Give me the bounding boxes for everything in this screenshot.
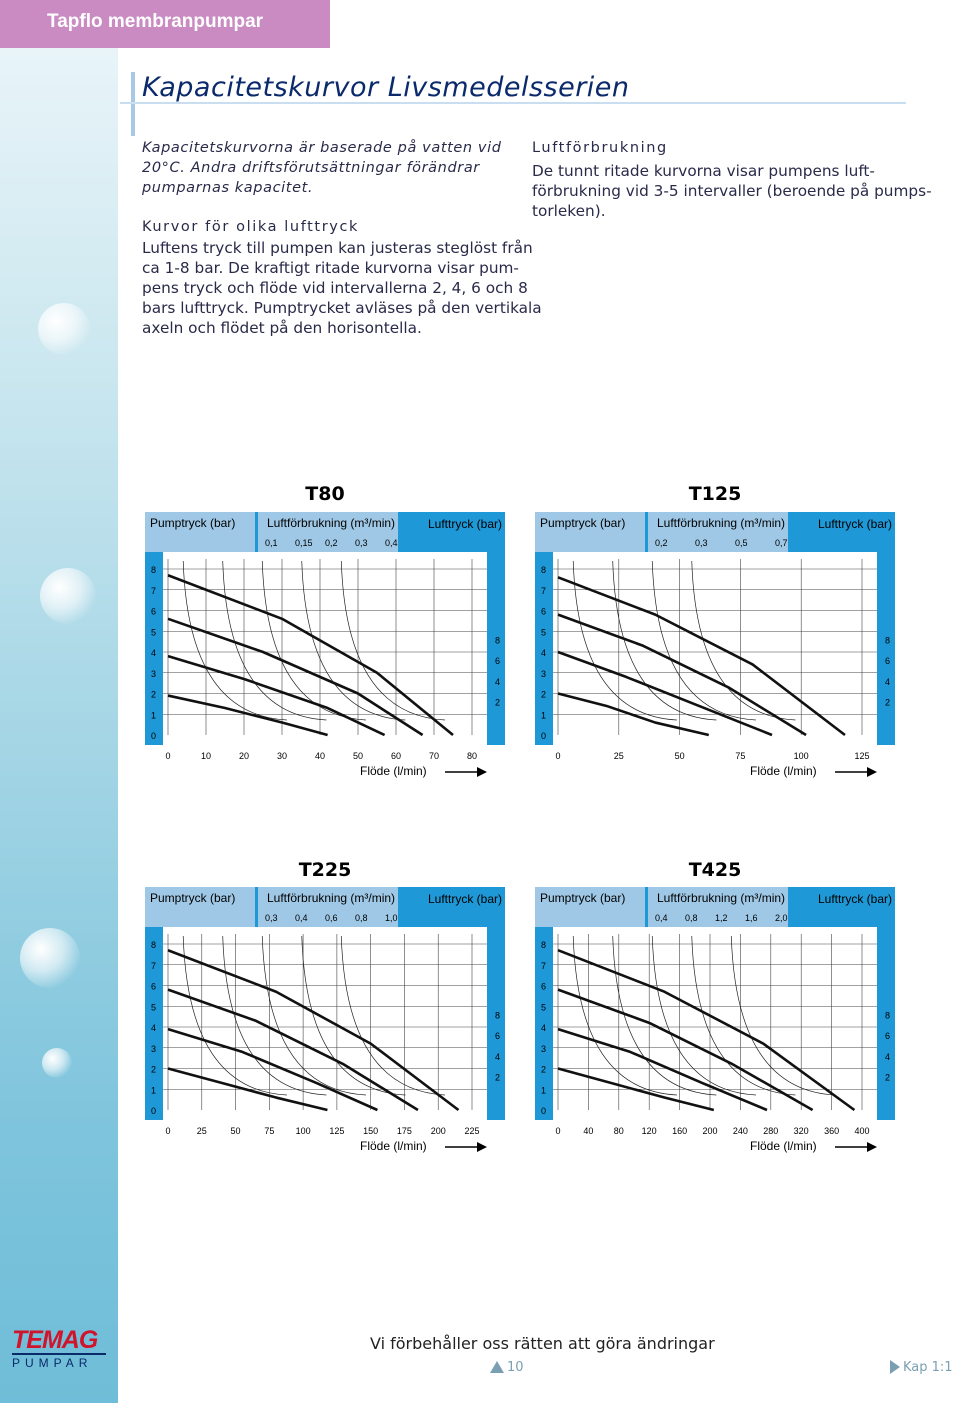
pump-pressure-label: Pumptryck (bar)	[150, 891, 236, 905]
air-pressure-tick: 8	[885, 635, 891, 646]
air-pressure-tick: 6	[885, 656, 891, 666]
x-tick-label: 280	[763, 1126, 779, 1136]
x-tick-label: 50	[230, 1126, 241, 1136]
air-pressure-tick: 4	[495, 1051, 501, 1062]
x-tick-label: 40	[314, 751, 326, 761]
logo-wordmark: TEMAG	[12, 1326, 98, 1354]
y-tick-label: 5	[151, 627, 157, 638]
air-pressure-tick: 2	[495, 697, 501, 708]
x-tick-label: 30	[276, 751, 288, 761]
arrow-right-icon	[867, 767, 877, 777]
x-tick-label: 40	[583, 1126, 594, 1136]
chart-title-t225: T225	[298, 859, 352, 881]
section2-line: torleken).	[532, 202, 606, 220]
x-tick-label: 25	[196, 1126, 207, 1136]
intro-text: Kapacitetskurvorna är baserade på vatten vid 20°C. Andra driftsförutsättningar förändrar pumparnas kapacitet.	[142, 140, 502, 196]
air-consumption-tick: 0,4	[655, 913, 668, 923]
chart-title-t80: T80	[305, 483, 345, 505]
water-drop	[42, 1048, 72, 1078]
air-pressure-tick: 8	[885, 1010, 891, 1021]
chart-title-t125: T125	[688, 483, 742, 505]
y-tick-label: 8	[151, 940, 157, 950]
temag-logo	[12, 1327, 106, 1370]
arrow-right-icon	[867, 1142, 877, 1152]
water-sidebar	[0, 48, 118, 1403]
y-tick-label: 4	[151, 648, 157, 658]
y-tick-label: 5	[151, 1002, 157, 1013]
pump-pressure-label: Pumptryck (bar)	[150, 516, 236, 530]
title-accent-bar	[131, 72, 135, 136]
x-tick-label: 50	[674, 751, 685, 761]
x-tick-label: 75	[264, 1126, 275, 1136]
x-tick-label: 20	[238, 751, 250, 761]
y-tick-label: 3	[151, 668, 157, 679]
chart-t225	[145, 887, 507, 1153]
flow-label: Flöde (l/min)	[750, 1139, 817, 1153]
air-consumption-tick: 0,15	[295, 538, 313, 548]
y-tick-label: 6	[541, 606, 547, 617]
section1-line: axeln och flödet på den horisontella.	[142, 319, 422, 337]
air-pressure-label: Lufttryck (bar)	[428, 517, 503, 531]
x-tick-label: 200	[430, 1126, 446, 1136]
air-pressure-tick: 6	[495, 1031, 501, 1041]
y-tick-label: 5	[541, 1002, 547, 1013]
x-tick-label: 0	[165, 751, 171, 761]
plot-area	[553, 552, 877, 745]
logo-subtitle: PUMPAR	[12, 1353, 106, 1370]
y-tick-label: 2	[541, 1064, 547, 1075]
water-drop	[38, 303, 90, 355]
x-tick-label: 75	[735, 751, 746, 761]
x-tick-label: 360	[824, 1126, 840, 1136]
section2-heading: Luftförbrukning	[532, 140, 668, 156]
air-consumption-label: Luftförbrukning (m³/min)	[267, 516, 396, 530]
y-tick-label: 1	[541, 710, 547, 721]
chapter-label: Kap 1:1	[903, 1360, 953, 1375]
page-number: 10	[507, 1360, 524, 1375]
x-tick-label: 0	[165, 1126, 171, 1136]
section1-line: Luftens tryck till pumpen kan justeras steglöst från	[142, 239, 533, 257]
x-tick-label: 70	[428, 751, 440, 761]
air-consumption-tick: 0,2	[655, 538, 668, 548]
air-pressure-label: Lufttryck (bar)	[818, 517, 893, 531]
y-tick-label: 2	[151, 1064, 157, 1075]
air-consumption-tick: 1,2	[715, 913, 728, 923]
y-tick-label: 7	[151, 585, 157, 596]
air-consumption-tick: 0,4	[385, 538, 398, 548]
plot-area	[163, 552, 487, 745]
x-tick-label: 10	[200, 751, 212, 761]
section1-line: pens tryck och flöde vid intervallerna 2, 4, 6 och 8	[142, 279, 528, 297]
chart-t80	[145, 512, 507, 778]
air-pressure-tick: 6	[495, 656, 501, 666]
air-pressure-tick: 2	[885, 1072, 891, 1083]
air-consumption-tick: 0,2	[325, 538, 338, 548]
y-tick-label: 1	[151, 710, 157, 721]
pump-pressure-label: Pumptryck (bar)	[540, 891, 626, 905]
air-pressure-tick: 2	[885, 697, 891, 708]
x-tick-label: 80	[613, 1126, 624, 1136]
air-consumption-tick: 0,8	[685, 913, 698, 923]
x-tick-label: 80	[466, 751, 478, 761]
x-tick-label: 160	[672, 1126, 688, 1136]
section1-line: ca 1-8 bar. De kraftigt ritade kurvorna visar pum-	[142, 259, 519, 277]
y-tick-label: 1	[151, 1085, 157, 1096]
y-tick-label: 3	[151, 1043, 157, 1054]
x-tick-label: 175	[396, 1126, 412, 1136]
water-drop	[40, 568, 96, 624]
y-tick-label: 3	[541, 668, 547, 679]
y-tick-label: 0	[541, 1106, 547, 1116]
y-tick-label: 5	[541, 627, 547, 638]
x-tick-label: 50	[352, 751, 364, 761]
y-tick-label: 8	[541, 565, 547, 575]
air-consumption-label: Luftförbrukning (m³/min)	[657, 516, 786, 530]
flow-label: Flöde (l/min)	[360, 1139, 427, 1153]
y-tick-label: 1	[541, 1085, 547, 1096]
header-tab	[0, 0, 330, 48]
y-tick-label: 7	[151, 960, 157, 971]
x-tick-label: 60	[390, 751, 402, 761]
air-pressure-label: Lufttryck (bar)	[428, 892, 503, 906]
y-tick-label: 3	[541, 1043, 547, 1054]
arrow-right-icon	[477, 767, 487, 777]
x-tick-label: 225	[464, 1126, 480, 1136]
y-tick-label: 2	[151, 689, 157, 700]
y-tick-label: 7	[541, 585, 547, 596]
arrow-right-icon	[477, 1142, 487, 1152]
y-tick-label: 2	[541, 689, 547, 700]
air-consumption-tick: 0,5	[735, 538, 748, 548]
y-tick-label: 0	[151, 731, 157, 741]
air-pressure-tick: 6	[885, 1031, 891, 1041]
x-tick-label: 100	[793, 751, 809, 761]
air-consumption-tick: 0,3	[265, 913, 278, 923]
x-tick-label: 125	[329, 1126, 345, 1136]
x-tick-label: 120	[641, 1126, 657, 1136]
y-tick-label: 4	[151, 1023, 157, 1033]
x-tick-label: 200	[702, 1126, 718, 1136]
air-consumption-tick: 0,7	[775, 538, 788, 548]
x-tick-label: 150	[363, 1126, 379, 1136]
air-pressure-tick: 2	[495, 1072, 501, 1083]
x-tick-label: 400	[854, 1126, 870, 1136]
page-title: Kapacitetskurvor Livsmedelsserien	[142, 72, 630, 103]
x-tick-label: 0	[555, 751, 561, 761]
y-tick-label: 4	[541, 648, 547, 658]
air-consumption-tick: 0,6	[325, 913, 338, 923]
air-consumption-tick: 1,6	[745, 913, 758, 923]
y-tick-label: 6	[151, 606, 157, 617]
x-tick-label: 25	[613, 751, 624, 761]
x-tick-label: 0	[555, 1126, 561, 1136]
chart-t425	[535, 887, 897, 1153]
air-consumption-tick: 0,3	[695, 538, 708, 548]
air-consumption-tick: 0,8	[355, 913, 368, 923]
air-consumption-tick: 0,4	[295, 913, 308, 923]
air-pressure-tick: 4	[885, 1051, 891, 1062]
x-tick-label: 240	[732, 1126, 748, 1136]
y-tick-label: 8	[151, 565, 157, 575]
water-drop	[20, 928, 80, 988]
pump-pressure-label: Pumptryck (bar)	[540, 516, 626, 530]
y-tick-label: 6	[151, 981, 157, 992]
air-consumption-tick: 0,3	[355, 538, 368, 548]
x-tick-label: 125	[854, 751, 870, 761]
chart-title-t425: T425	[688, 859, 742, 881]
section1-line: bars lufttryck. Pumptrycket avläses på den vertikala	[142, 299, 542, 317]
y-tick-label: 0	[541, 731, 547, 741]
triangle-right-icon	[890, 1360, 900, 1374]
x-tick-label: 320	[793, 1126, 809, 1136]
air-pressure-tick: 4	[495, 676, 501, 687]
air-pressure-tick: 4	[885, 676, 891, 687]
air-consumption-tick: 1,0	[385, 913, 398, 923]
brand-label: Tapflo membranpumpar	[47, 11, 264, 32]
air-pressure-tick: 8	[495, 635, 501, 646]
flow-label: Flöde (l/min)	[360, 764, 427, 778]
y-tick-label: 6	[541, 981, 547, 992]
air-consumption-tick: 2,0	[775, 913, 788, 923]
air-pressure-label: Lufttryck (bar)	[818, 892, 893, 906]
section1-heading: Kurvor för olika lufttryck	[142, 219, 360, 235]
y-tick-label: 0	[151, 1106, 157, 1116]
y-tick-label: 7	[541, 960, 547, 971]
section2-line: förbrukning vid 3-5 intervaller (beroende på pumps-	[532, 182, 932, 200]
air-consumption-label: Luftförbrukning (m³/min)	[657, 891, 786, 905]
air-pressure-tick: 8	[495, 1010, 501, 1021]
x-tick-label: 100	[295, 1126, 311, 1136]
y-tick-label: 4	[541, 1023, 547, 1033]
flow-label: Flöde (l/min)	[750, 764, 817, 778]
y-tick-label: 8	[541, 940, 547, 950]
section2-line: De tunnt ritade kurvorna visar pumpens luft-	[532, 162, 875, 180]
triangle-up-icon	[490, 1361, 504, 1373]
footer-disclaimer: Vi förbehåller oss rätten att göra ändringar	[370, 1334, 715, 1353]
air-consumption-label: Luftförbrukning (m³/min)	[267, 891, 396, 905]
air-consumption-tick: 0,1	[265, 538, 278, 548]
chart-t125	[535, 512, 897, 778]
